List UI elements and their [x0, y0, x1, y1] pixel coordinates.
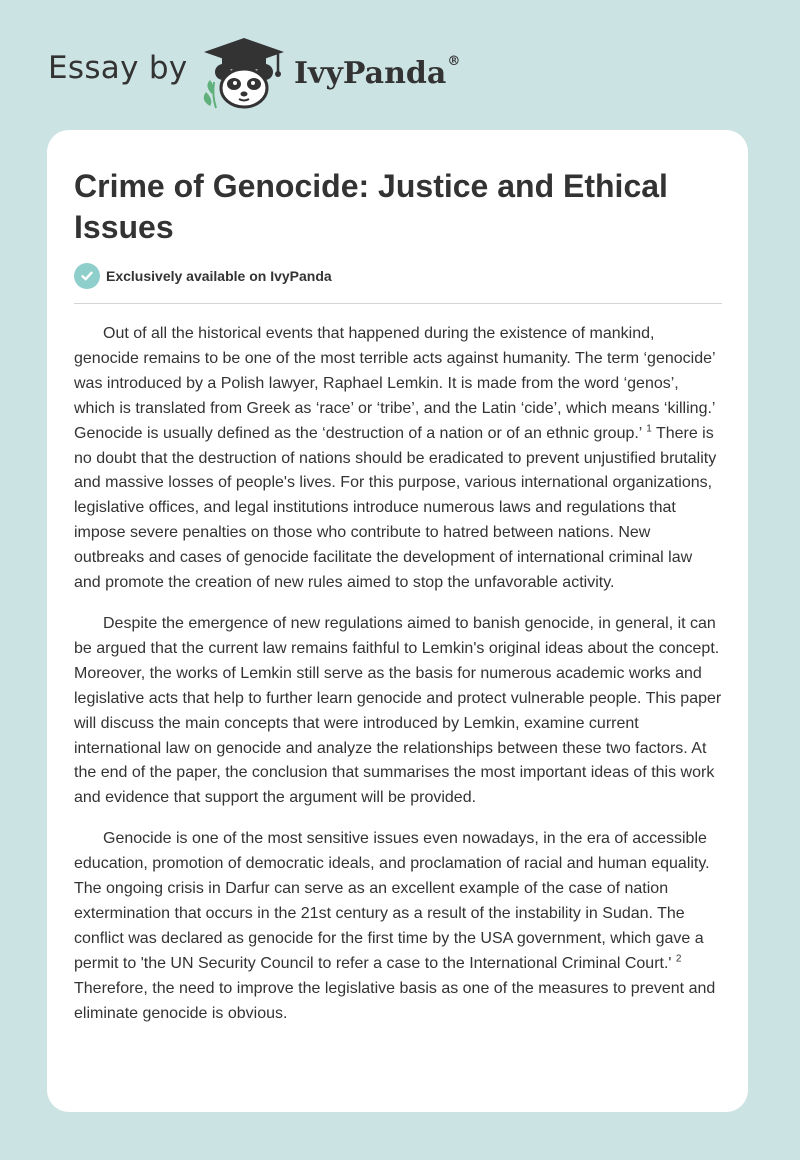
exclusive-badge-text: Exclusively available on IvyPanda	[106, 268, 332, 284]
paragraph-text: Out of all the historical events that happened during the existence of mankind, genocide remains to be one of the most terrible acts against humanity. The term ‘genocide’ was introduced by a Polish lawyer, Raphael Lemkin. It is made from the word ‘genos’, which is translated from Greek as ‘race’ or ‘tribe’, and the Latin ‘cide’, which means ‘killing.’ Genocide is usually defined as the ‘destruction of a nation or of an ethnic group.’	[74, 325, 715, 442]
footnote-ref-2[interactable]: 2	[675, 953, 682, 965]
footnote-ref-1[interactable]: 1	[646, 423, 652, 435]
title-divider	[74, 303, 722, 304]
registered-mark: ®	[447, 54, 461, 69]
check-circle-icon	[74, 263, 100, 289]
paragraph-2	[74, 612, 723, 811]
brand-name[interactable]	[294, 56, 460, 91]
essay-body	[74, 322, 723, 1042]
essay-by-label: Essay by	[48, 50, 188, 86]
panda-graduate-logo-icon[interactable]	[198, 36, 290, 110]
paragraph-text: There is no doubt that the destruction of nations should be eradicated to prevent unjustified brutality and massive losses of people's lives. For this purpose, various international organizations, legislative offices, and legal institutions introduce numerous laws and regulations that impose severe penalties on those who contribute to hatred between nations. New outbreaks and cases of genocide facilitate the development of international criminal law and promote the creation of new rules aimed to stop the unfavorable activity.	[74, 424, 717, 592]
paragraph-1	[74, 322, 723, 596]
essay-title: Crime of Genocide: Justice and Ethical Issues	[74, 168, 668, 245]
essay-card	[47, 130, 748, 1112]
paragraph-text: Despite the emergence of new regulations aimed to banish genocide, in general, it can be argued that the current law remains faithful to Lemkin's original ideas about the concept. Moreover, the works of Lemkin still serve as the basis for numerous academic works and legislative acts that help to further learn genocide and protect vulnerable people. This paper will discuss the main concepts that were introduced by Lemkin, examine current international law on genocide and analyze the relationships between these two factors. At the end of the paper, the conclusion that summarises the most important ideas of this work and evidence that support the argument will be provided.	[74, 614, 722, 807]
paragraph-text: Therefore, the need to improve the legislative basis as one of the measures to prevent and eliminate genocide is obvious.	[74, 979, 716, 1022]
paragraph-text: Genocide is one of the most sensitive issues even nowadays, in the era of accessible education, promotion of democratic ideals, and proclamation of racial and human equality. The ongoing crisis in Darfur can serve as an excellent example of the case of nation extermination that occurs in the 21st century as a result of the instability in Sudan. The conflict was declared as genocide for the first time by the USA government, which gave a permit to 'the UN Security Council to refer a case to the International Criminal Court.'	[74, 830, 710, 972]
site-header	[0, 0, 800, 120]
brand-name-text: IvyPanda	[294, 56, 447, 91]
exclusive-badge	[74, 263, 332, 289]
paragraph-3	[74, 827, 723, 1026]
